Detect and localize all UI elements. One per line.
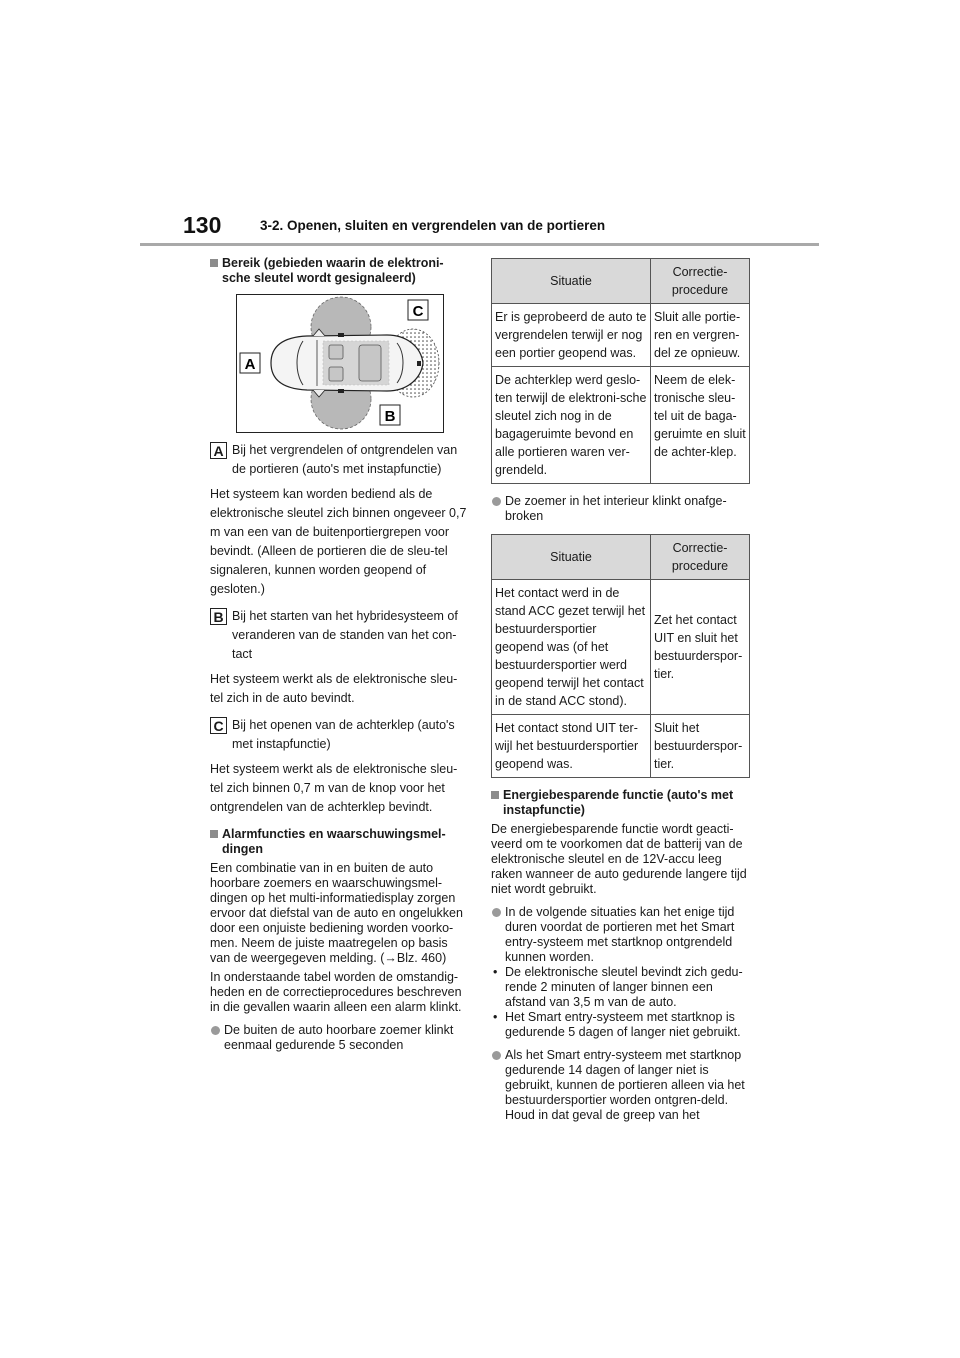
car-top-view-diagram	[237, 295, 443, 432]
right-column	[491, 258, 751, 1123]
table-row	[492, 580, 750, 715]
interior-buzzer-bullet: De zoemer in het interieur klinkt onafge-broken	[491, 494, 751, 524]
square-bullet-icon	[210, 259, 218, 267]
alarm-table-2	[491, 534, 750, 778]
circle-bullet-icon	[492, 1051, 501, 1060]
table-row	[492, 715, 750, 778]
table-cell: Zet het contact UIT en sluit het bestuurderspor-tier.	[651, 580, 750, 715]
table-cell: Het contact stond UIT ter-wijl het bestuurdersportier geopend was.	[492, 715, 651, 778]
circle-bullet-icon	[492, 908, 501, 917]
table-cell: Er is geprobeerd de auto te vergrendelen terwijl er nog een portier geopend was.	[492, 304, 651, 367]
item-b-text: Bij het starten van het hybridesysteem of veranderen van de standen van het con-tact	[232, 609, 458, 661]
alarm-heading: Alarmfuncties en waarschuwingsmel-dingen	[210, 827, 468, 857]
range-zone-interior	[323, 341, 389, 385]
table1-header-procedure: Correctie-procedure	[651, 259, 750, 304]
range-heading: Bereik (gebieden waarin de elektroni-sche sleutel wordt gesignaleerd)	[210, 256, 468, 286]
label-c-box: C	[210, 717, 227, 734]
figure-label-c: C	[412, 303, 424, 320]
energy-bullet-2: Als het Smart entry-systeem met startknop gedurende 14 dagen of langer niet is gebruikt, kunnen de portieren alleen via het bestuurdersportier worden ontgren-deld. Houd in dat geval de greep van het	[491, 1048, 751, 1123]
energy-heading: Energiebesparende functie (auto's met instapfunctie)	[491, 788, 751, 818]
table-row	[492, 367, 750, 484]
item-b	[210, 607, 468, 664]
label-b-box: B	[210, 608, 227, 625]
header-divider	[140, 243, 819, 246]
energy-dash-2: • Het Smart entry-systeem met startknop is gedurende 5 dagen of langer niet gebruikt.	[493, 1010, 741, 1039]
alarm-bullet-1: De buiten de auto hoorbare zoemer klinkt eenmaal gedurende 5 seconden	[210, 1023, 468, 1053]
circle-bullet-icon	[492, 497, 501, 506]
left-column	[210, 256, 468, 1053]
item-a	[210, 441, 468, 479]
circle-bullet-icon	[211, 1026, 220, 1035]
energy-bullet-1: In de volgende situaties kan het enige tijd duren voordat de portieren met het Smart entry-systeem met startknop ontgrendeld kunnen worden.	[491, 905, 751, 965]
dash-bullet-icon: •	[493, 1010, 498, 1024]
table-row	[492, 304, 750, 367]
figure-label-a: A	[244, 356, 256, 373]
alarm-paragraph-2: In onderstaande tabel worden de omstandig-heden en de correctieprocedures beschreven in die gevallen waarin alleen een alarm klinkt.	[210, 970, 462, 1014]
table1-header-situation: Situatie	[492, 259, 651, 304]
item-b-description: Het systeem werkt als de elektronische sleu-tel zich in de auto bevindt.	[210, 672, 458, 705]
item-c	[210, 716, 468, 754]
energy-paragraph: De energiebesparende functie wordt geacti-veerd om te voorkomen dat de batterij van de elektronische sleutel en de 12V-accu leeg raken wanneer de auto gedurende langere tijd niet wordt gebruikt.	[491, 822, 747, 896]
table-cell: Het contact werd in de stand ACC gezet terwijl het bestuurdersportier geopend was (of het bestuurdersportier werd geopend terwijl het contact in de stand ACC stond).	[492, 580, 651, 715]
square-bullet-icon	[210, 830, 218, 838]
table-cell: De achterklep werd geslo-ten terwijl de elektroni-sche sleutel zich nog in de bagageruimte bevond en alle portieren waren ver-grendeld.	[492, 367, 651, 484]
section-title: 3-2. Openen, sluiten en vergrendelen van de portieren	[260, 218, 606, 233]
table-cell: Sluit alle portie-ren en vergren-del ze opnieuw.	[651, 304, 750, 367]
table-cell: Sluit het bestuurderspor-tier.	[651, 715, 750, 778]
item-a-text: Bij het vergrendelen of ontgrendelen van de portieren (auto's met instapfunctie)	[232, 443, 458, 476]
table2-header-situation: Situatie	[492, 535, 651, 580]
table-cell: Neem de elek-tronische sleu-tel uit de baga-geruimte en sluit de achter-klep.	[651, 367, 750, 484]
figure-label-b: B	[384, 408, 396, 425]
label-a-box: A	[210, 442, 227, 459]
page-number: 130	[183, 212, 222, 238]
square-bullet-icon	[491, 791, 499, 799]
alarm-table-1	[491, 258, 750, 484]
item-a-description: Het systeem kan worden bediend als de elektronische sleutel zich binnen ongeveer 0,7 m van een van de buitenportiergrepen voor bevindt. (Alleen de portieren die de sleu-tel signaleren, kunnen worden geopend of gesloten.)	[210, 487, 467, 596]
energy-dash-1: • De elektronische sleutel bevindt zich gedu-rende 2 minuten of langer binnen een afstand van 3,5 m van de auto.	[493, 965, 743, 1009]
alarm-paragraph-1: Een combinatie van in en buiten de auto hoorbare zoemers en waarschuwingsmel-dingen op het multi-informatiedisplay zorgen ervoor dat diefstal van de auto en ongelukken door een onjuiste bediening worden voorko-men. Neem de juiste maatregelen op basis van de weergegeven melding. (→Blz. 460)	[210, 861, 463, 965]
item-c-description: Het systeem werkt als de elektronische sleu-tel zich binnen 0,7 m van de knop voor het ontgrendelen van de achterklep bevindt.	[210, 762, 458, 814]
car-range-figure	[236, 294, 444, 433]
table2-header-procedure: Correctie-procedure	[651, 535, 750, 580]
item-c-text: Bij het openen van de achterklep (auto's met instapfunctie)	[232, 718, 455, 751]
dash-bullet-icon: •	[493, 965, 498, 979]
